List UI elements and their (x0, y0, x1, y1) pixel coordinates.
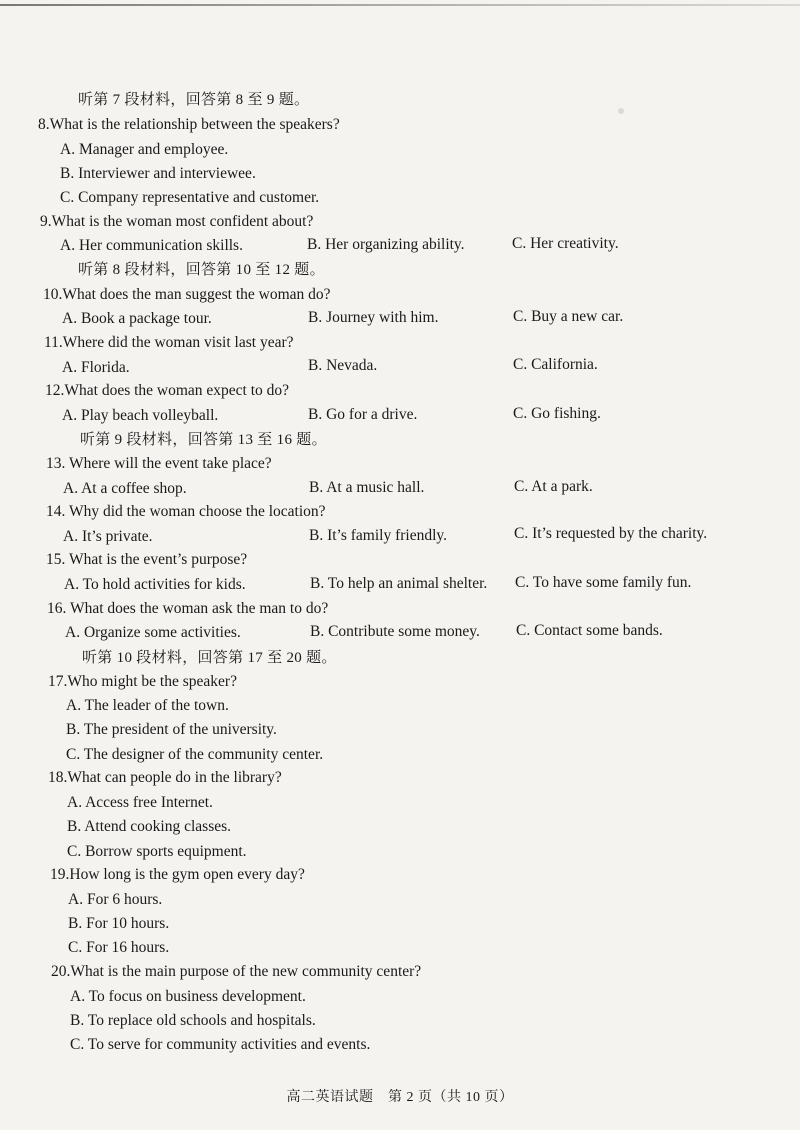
section-instruction-7: 听第 7 段材料，回答第 8 至 9 题。 (78, 92, 310, 108)
question-11-option-a: A. Florida. (62, 359, 130, 376)
question-17-stem: 17.Who might be the speaker? (48, 673, 237, 690)
question-12-option-a: A. Play beach volleyball. (62, 407, 219, 424)
question-9-option-b: B. Her organizing ability. (307, 236, 465, 253)
question-15-option-c: C. To have some family fun. (515, 574, 692, 591)
question-15-option-a: A. To hold activities for kids. (64, 576, 246, 593)
question-8-option-c: C. Company representative and customer. (60, 189, 320, 206)
question-15-option-b: B. To help an animal shelter. (310, 575, 488, 592)
question-10-option-a: A. Book a package tour. (62, 310, 212, 327)
question-18-option-c: C. Borrow sports equipment. (67, 843, 247, 860)
question-20-stem: 20.What is the main purpose of the new community center? (51, 963, 422, 980)
question-11-option-b: B. Nevada. (308, 357, 378, 374)
section-instruction-8: 听第 8 段材料，回答第 10 至 12 题。 (78, 262, 325, 278)
question-20-option-b: B. To replace old schools and hospitals. (70, 1012, 316, 1029)
question-18-stem: 18.What can people do in the library? (48, 769, 282, 786)
question-13-stem: 13. Where will the event take place? (46, 455, 272, 472)
section-instruction-10: 听第 10 段材料，回答第 17 至 20 题。 (82, 650, 337, 666)
question-18-option-b: B. Attend cooking classes. (67, 818, 232, 835)
question-10-option-c: C. Buy a new car. (513, 308, 624, 325)
question-17-option-c: C. The designer of the community center. (66, 746, 324, 763)
question-13-option-b: B. At a music hall. (309, 479, 425, 496)
question-19-option-a: A. For 6 hours. (68, 891, 163, 908)
question-14-option-a: A. It’s private. (63, 528, 153, 545)
page-footer: 高二英语试题 第 2 页（共 10 页） (286, 1090, 514, 1105)
question-9-stem: 9.What is the woman most confident about? (40, 213, 314, 230)
question-19-stem: 19.How long is the gym open every day? (50, 866, 305, 883)
question-9-option-a: A. Her communication skills. (60, 237, 243, 254)
question-13-option-a: A. At a coffee shop. (63, 480, 187, 497)
question-17-option-a: A. The leader of the town. (66, 697, 229, 714)
question-14-option-b: B. It’s family friendly. (309, 527, 448, 544)
question-20-option-c: C. To serve for community activities and events. (70, 1036, 371, 1053)
section-instruction-9: 听第 9 段材料，回答第 13 至 16 题。 (80, 432, 327, 448)
question-16-stem: 16. What does the woman ask the man to do? (47, 600, 329, 617)
question-9-option-c: C. Her creativity. (512, 235, 619, 252)
question-15-stem: 15. What is the event’s purpose? (46, 551, 248, 568)
question-11-option-c: C. California. (513, 356, 598, 373)
question-13-option-c: C. At a park. (514, 478, 593, 495)
question-10-option-b: B. Journey with him. (308, 309, 439, 326)
question-16-option-b: B. Contribute some money. (310, 623, 480, 640)
question-8-option-a: A. Manager and employee. (60, 141, 229, 158)
question-11-stem: 11.Where did the woman visit last year? (44, 334, 294, 351)
question-10-stem: 10.What does the man suggest the woman do? (43, 286, 331, 303)
question-12-stem: 12.What does the woman expect to do? (45, 382, 290, 399)
question-18-option-a: A. Access free Internet. (67, 794, 213, 811)
question-14-stem: 14. Why did the woman choose the location? (46, 503, 326, 520)
question-19-option-b: B. For 10 hours. (68, 915, 170, 932)
question-8-stem: 8.What is the relationship between the speakers? (38, 116, 340, 133)
question-14-option-c: C. It’s requested by the charity. (514, 525, 708, 542)
question-16-option-a: A. Organize some activities. (65, 624, 241, 641)
question-19-option-c: C. For 16 hours. (68, 939, 170, 956)
question-8-option-b: B. Interviewer and interviewee. (60, 165, 256, 182)
question-12-option-b: B. Go for a drive. (308, 406, 418, 423)
question-16-option-c: C. Contact some bands. (516, 622, 663, 639)
question-20-option-a: A. To focus on business development. (70, 988, 306, 1005)
question-12-option-c: C. Go fishing. (513, 405, 601, 422)
question-17-option-b: B. The president of the university. (66, 721, 277, 738)
